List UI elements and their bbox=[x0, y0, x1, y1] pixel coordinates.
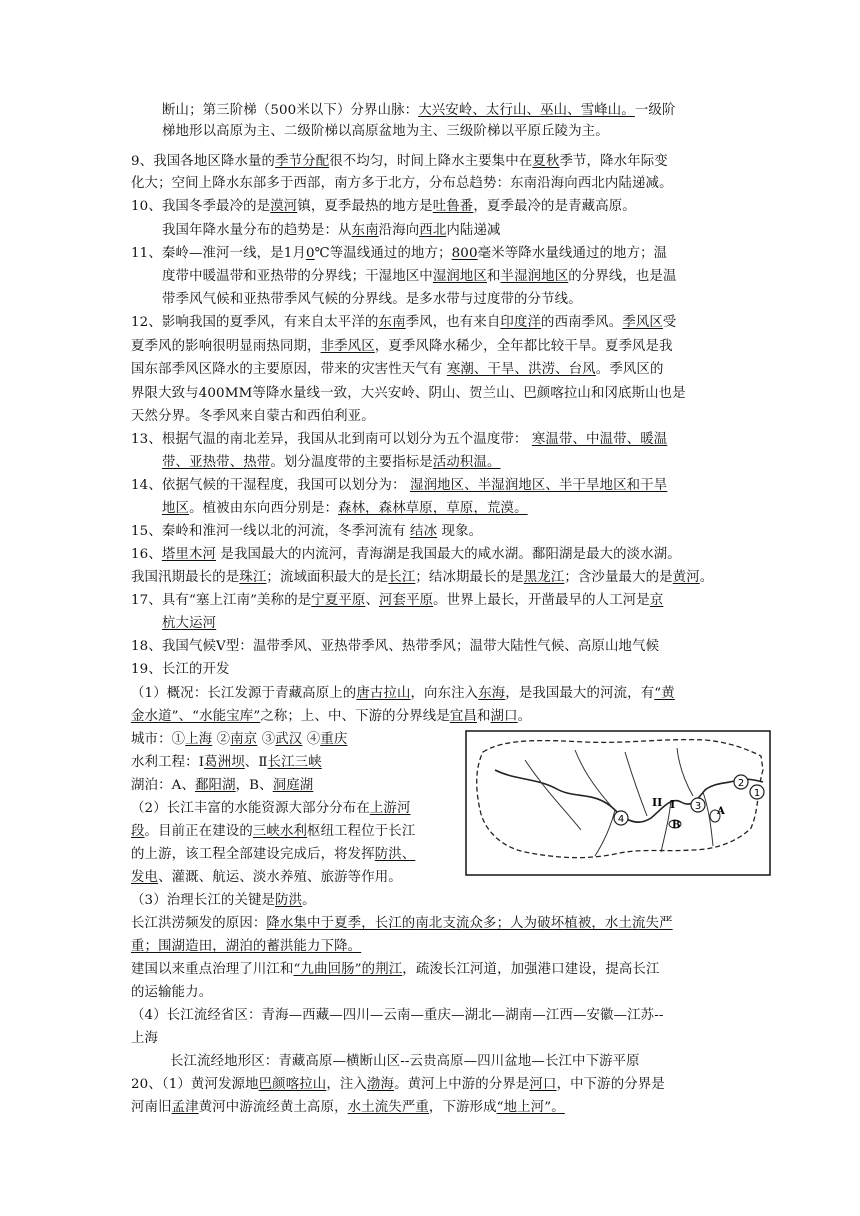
text-run: 长江洪涝频发的原因： bbox=[131, 916, 267, 931]
text-line bbox=[131, 753, 322, 773]
underlined-answer: 东南 bbox=[378, 315, 406, 330]
text-run: ℃等温线通过的地方； bbox=[314, 246, 452, 261]
underlined-answer: 武汉 bbox=[275, 732, 303, 747]
underlined-answer: 东南 bbox=[351, 223, 379, 238]
underlined-answer: 活动积温。 bbox=[432, 455, 501, 470]
text-run: 16、 bbox=[131, 547, 162, 562]
text-run: 化大；空间上降水东部多于西部，南方多于北方，分布总趋势：东南沿海向西北内陆递减。 bbox=[131, 176, 673, 191]
text-run: 。 bbox=[517, 709, 532, 724]
text-run: 很不均匀，时间上降水主要集中在 bbox=[329, 154, 533, 169]
text-line bbox=[131, 476, 667, 496]
lake-a-label: A bbox=[717, 806, 725, 817]
underlined-answer: 寒温带、中温带、暖温 bbox=[531, 432, 668, 447]
underlined-answer: 洞庭湖 bbox=[272, 778, 314, 793]
city-1-label: 1 bbox=[753, 788, 761, 799]
text-run: 一级阶 bbox=[634, 103, 676, 118]
text-run: 的运输能力。 bbox=[131, 985, 213, 1000]
text-run: 毫米等降水量线通过的地方；温 bbox=[477, 246, 668, 261]
underlined-answer: 塔里木河 bbox=[161, 547, 217, 562]
text-run: ；结冰期最长的是 bbox=[415, 570, 524, 585]
text-run: 。目前正在建设的 bbox=[144, 824, 253, 839]
text-run: 内陆递减 bbox=[446, 223, 501, 238]
text-line bbox=[131, 1029, 158, 1049]
text-line bbox=[131, 360, 664, 380]
text-line bbox=[162, 122, 609, 142]
text-run: ④ bbox=[302, 732, 321, 747]
underlined-answer: 非季风区 bbox=[320, 339, 375, 354]
underlined-answer: 降水集中于夏季，长江的南北支流众多；人为破坏植被，水土流失严 bbox=[266, 916, 673, 931]
text-run: 。 bbox=[302, 893, 316, 908]
text-line bbox=[131, 1098, 565, 1118]
map-frame bbox=[466, 731, 770, 875]
text-run: 梯地形以高原为主、二级阶梯以高原盆地为主、三级阶梯以平原丘陵为主。 bbox=[162, 124, 609, 139]
underlined-answer: 南京 bbox=[230, 732, 258, 747]
text-run: 黄河中游流经黄土高原， bbox=[198, 1100, 348, 1115]
text-line bbox=[131, 591, 663, 611]
text-run: 我国年降水量分布的趋势是：从 bbox=[162, 223, 352, 238]
underlined-answer: “黄 bbox=[654, 686, 675, 701]
text-run: 水利工程：Ⅰ bbox=[131, 755, 205, 770]
text-line bbox=[162, 499, 528, 519]
underlined-answer: “九曲回肠”的荆江 bbox=[293, 962, 403, 977]
underlined-answer: 长江 bbox=[388, 570, 416, 585]
underlined-answer: 重；围湖造田，湖泊的蓄洪能力下降。 bbox=[131, 939, 362, 954]
dam-ii-label: II bbox=[652, 796, 663, 809]
text-run: （3）治理长江的关键是 bbox=[131, 893, 276, 908]
text-line bbox=[131, 891, 316, 911]
underlined-answer: 发电 bbox=[131, 870, 159, 885]
underlined-answer: 三峡水利 bbox=[252, 824, 308, 839]
text-line bbox=[162, 290, 582, 310]
text-line bbox=[162, 614, 216, 634]
text-run: （4）长江流经省区：青海—西藏—四川—云南—重庆—湖北—湖南—江西—安徽—江苏-- bbox=[131, 1008, 664, 1023]
text-run: 。植被由东向西分别是： bbox=[189, 501, 339, 516]
text-line bbox=[131, 660, 230, 680]
underlined-answer: 水土流失严重 bbox=[347, 1100, 429, 1115]
text-run: （2）长江丰富的水能资源大部分分布在 bbox=[131, 801, 370, 816]
text-line bbox=[131, 152, 668, 172]
underlined-answer: 巴颜喀拉山 bbox=[258, 1077, 327, 1092]
text-run: ，中下游的分界是 bbox=[556, 1077, 665, 1092]
text-run: 长江流经地形区：青藏高原—横断山区--云贵高原—四川盆地—长江中下游平原 bbox=[170, 1054, 640, 1069]
underlined-answer: 杭大运河 bbox=[162, 616, 217, 631]
underlined-answer: 半湿润地区 bbox=[500, 269, 569, 284]
text-line bbox=[131, 384, 686, 404]
city-4-label: 4 bbox=[617, 814, 625, 825]
text-line bbox=[131, 197, 636, 217]
text-run: 9、我国各地区降水量的 bbox=[131, 154, 276, 169]
text-line bbox=[131, 707, 531, 727]
text-run: 是我国最大的内流河，青海湖是我国最大的咸水湖。鄱阳湖是最大的淡水湖。 bbox=[216, 547, 681, 562]
text-run: 18、我国气候Ⅴ型：温带季风、亚热带季风、热带季风；温带大陆性气候、高原山地气候 bbox=[131, 639, 660, 654]
text-run: 沿海向 bbox=[378, 223, 420, 238]
text-line bbox=[162, 221, 501, 241]
text-line bbox=[131, 914, 673, 934]
underlined-answer: 鄱阳湖 bbox=[194, 778, 236, 793]
underlined-answer: 带、亚热带、热带 bbox=[162, 455, 271, 470]
underlined-answer: 重庆 bbox=[320, 732, 348, 747]
text-run: 季节，降水年际变 bbox=[559, 154, 668, 169]
text-run: 界限大致与400MM等降水量线一致，大兴安岭、阴山、贺兰山、巴颜喀拉山和冈底斯山也是 bbox=[131, 386, 686, 401]
text-line bbox=[131, 568, 713, 588]
underlined-answer: 葛洲坝 bbox=[204, 755, 245, 770]
text-run: 、 bbox=[365, 593, 379, 608]
underlined-answer: 大兴安岭、太行山、巫山、雪峰山。 bbox=[418, 103, 635, 118]
text-run: 现象。 bbox=[437, 524, 483, 539]
text-run: 12、影响我国的夏季风，有来自太平洋的 bbox=[131, 315, 379, 330]
text-run: 受 bbox=[662, 315, 677, 330]
text-run: 。世界上最长，开凿最早的人工河是 bbox=[433, 593, 650, 608]
text-line bbox=[170, 1052, 640, 1072]
text-run: ，B、 bbox=[235, 778, 273, 793]
text-run: 。划分温度带的主要指标是 bbox=[270, 455, 433, 470]
underlined-answer: 湖口 bbox=[490, 709, 518, 724]
text-run: 建国以来重点治理了川江和 bbox=[131, 962, 294, 977]
underlined-answer: 京 bbox=[649, 593, 664, 608]
underlined-answer: 上海 bbox=[185, 732, 213, 747]
text-line bbox=[131, 937, 361, 957]
text-run: 和 bbox=[476, 709, 491, 724]
underlined-answer: 渤海 bbox=[366, 1077, 395, 1092]
text-run: 的上游，该工程全部建设完成后，将发挥 bbox=[131, 847, 375, 862]
underlined-answer: 800 bbox=[451, 246, 478, 261]
text-line bbox=[131, 174, 673, 194]
text-run: 枢纽工程位于长江 bbox=[307, 824, 416, 839]
text-line bbox=[131, 244, 667, 264]
text-run: 的西南季风。 bbox=[541, 315, 623, 330]
text-run: ，下游形成 bbox=[428, 1100, 497, 1115]
text-run: 夏季风的影响很明显雨热同期， bbox=[131, 339, 321, 354]
underlined-answer: 防洪、 bbox=[374, 847, 416, 862]
text-run: 断山；第三阶梯（500米以下）分界山脉： bbox=[162, 103, 419, 118]
underlined-answer: 地区 bbox=[162, 501, 190, 516]
underlined-answer: 长江三峡 bbox=[267, 755, 322, 770]
underlined-answer: 防洪 bbox=[275, 893, 303, 908]
underlined-answer: 上游河 bbox=[369, 801, 411, 816]
text-run: 。季风区的 bbox=[595, 362, 664, 377]
text-run: 和 bbox=[486, 269, 501, 284]
underlined-answer: 西北 bbox=[419, 223, 447, 238]
underlined-answer: 宜昌 bbox=[449, 709, 477, 724]
underlined-answer: 寒潮、干旱、洪涝、台风 bbox=[446, 362, 596, 377]
city-2-label: 2 bbox=[737, 778, 745, 789]
text-run: 我国汛期最长的是 bbox=[131, 570, 240, 585]
text-line bbox=[131, 868, 402, 888]
text-run: ② bbox=[212, 732, 231, 747]
underlined-answer: 金水道”、“水能宝库” bbox=[131, 709, 261, 724]
text-line bbox=[131, 799, 410, 819]
text-run: ，是我国最大的河流，有 bbox=[505, 686, 655, 701]
text-line bbox=[131, 637, 659, 657]
text-run: ；含沙量最大的是 bbox=[564, 570, 673, 585]
text-run: 季风，也有来自 bbox=[405, 315, 501, 330]
text-run: 天然分界。冬季风来自蒙古和西伯利亚。 bbox=[131, 409, 375, 424]
text-line bbox=[131, 776, 313, 796]
text-run: 10、我国冬季最冷的是 bbox=[131, 199, 271, 214]
text-run: 城市：① bbox=[131, 732, 186, 747]
text-line bbox=[131, 1075, 665, 1095]
text-line bbox=[131, 960, 660, 980]
text-line bbox=[162, 453, 501, 473]
underlined-answer: 段 bbox=[131, 824, 145, 839]
underlined-answer: 印度洋 bbox=[500, 315, 542, 330]
underlined-answer: 季风区 bbox=[622, 315, 663, 330]
text-line bbox=[131, 983, 212, 1003]
underlined-answer: 0 bbox=[305, 246, 315, 261]
text-line bbox=[162, 101, 675, 121]
text-run: 。 bbox=[699, 570, 714, 585]
underlined-answer: 宁夏平原 bbox=[311, 593, 366, 608]
text-run: 、Ⅱ bbox=[244, 755, 268, 770]
text-run: ，夏季最冷的是青藏高原。 bbox=[473, 199, 636, 214]
text-line bbox=[131, 407, 375, 427]
text-run: 11、秦岭—淮河一线，是1月 bbox=[131, 246, 306, 261]
text-run: ；流域面积最大的是 bbox=[266, 570, 389, 585]
dam-i-label: I bbox=[670, 798, 676, 811]
underlined-answer: 湿润地区 bbox=[432, 269, 487, 284]
text-run: 。黄河上中游的分界是 bbox=[394, 1077, 530, 1092]
text-line bbox=[131, 845, 415, 865]
text-line bbox=[131, 430, 667, 450]
underlined-answer: 河口 bbox=[529, 1077, 557, 1092]
underlined-answer: “地上河”。 bbox=[496, 1100, 565, 1115]
text-line bbox=[131, 313, 676, 333]
underlined-answer: 季节分配 bbox=[275, 154, 330, 169]
underlined-answer: 河套平原 bbox=[379, 593, 434, 608]
text-run: 15、秦岭和淮河一线以北的河流，冬季河流有 bbox=[131, 524, 411, 539]
text-run: 度带中暖温带和亚热带的分界线；干湿地区中 bbox=[162, 269, 433, 284]
text-run: 的分界线，也是温 bbox=[568, 269, 677, 284]
text-run: ，向东注入 bbox=[410, 686, 479, 701]
underlined-answer: 夏秋 bbox=[532, 154, 560, 169]
text-run: 河南旧 bbox=[131, 1100, 172, 1115]
text-run: ，夏季风降水稀少，全年都比较干旱。夏季风是我 bbox=[374, 339, 673, 354]
text-line bbox=[131, 545, 681, 565]
text-run: 国东部季风区降水的主要原因，带来的灾害性天气有 bbox=[131, 362, 447, 377]
yangtze-river-map bbox=[465, 730, 771, 876]
text-line bbox=[131, 337, 673, 357]
text-run: 20、（1）黄河发源地 bbox=[131, 1077, 259, 1092]
underlined-answer: 珠江 bbox=[239, 570, 267, 585]
text-run: 带季风气候和亚热带季风气候的分界线。是多水带与过度带的分节线。 bbox=[162, 292, 582, 307]
text-run: 19、长江的开发 bbox=[131, 662, 230, 677]
underlined-answer: 孟津 bbox=[171, 1100, 199, 1115]
text-run: 湖泊：A、 bbox=[131, 778, 195, 793]
text-run: （1）概况：长江发源于青藏高原上的 bbox=[131, 686, 357, 701]
text-line bbox=[131, 522, 482, 542]
text-run: 镇，夏季最热的地方是 bbox=[297, 199, 433, 214]
text-run: 上海 bbox=[131, 1031, 159, 1046]
text-line bbox=[131, 822, 415, 842]
underlined-answer: 吐鲁番 bbox=[432, 199, 474, 214]
underlined-answer: 结冰 bbox=[410, 524, 438, 539]
city-3-label: 3 bbox=[694, 801, 702, 812]
lake-b-label: B bbox=[672, 820, 681, 831]
underlined-answer: 漠河 bbox=[270, 199, 298, 214]
underlined-answer: 森林，森林草原，草原，荒漠。 bbox=[338, 501, 528, 516]
underlined-answer: 东海 bbox=[478, 686, 506, 701]
underlined-answer: 黑龙江 bbox=[523, 570, 565, 585]
text-line bbox=[131, 684, 675, 704]
underlined-answer: 湿润地区、半湿润地区、半干旱地区和干旱 bbox=[410, 478, 668, 493]
text-run: ，注入 bbox=[326, 1077, 367, 1092]
text-run: ③ bbox=[257, 732, 276, 747]
text-run: 14、依据气候的干湿程度，我国可以划分为： bbox=[131, 478, 411, 493]
text-run: 17、具有“塞上江南”美称的是 bbox=[131, 593, 312, 608]
text-line bbox=[131, 1006, 664, 1026]
text-run: 、灌溉、航运、淡水养殖、旅游等作用。 bbox=[158, 870, 402, 885]
underlined-answer: 黄河 bbox=[672, 570, 700, 585]
text-line bbox=[131, 730, 347, 750]
underlined-answer: 唐古拉山 bbox=[356, 686, 411, 701]
text-run: ，疏浚长江河道，加强港口建设，提高长江 bbox=[402, 962, 660, 977]
text-run: 之称；上、中、下游的分界线是 bbox=[260, 709, 450, 724]
text-line bbox=[162, 267, 677, 287]
text-run: 13、根据气温的南北差异，我国从北到南可以划分为五个温度带： bbox=[131, 432, 532, 447]
